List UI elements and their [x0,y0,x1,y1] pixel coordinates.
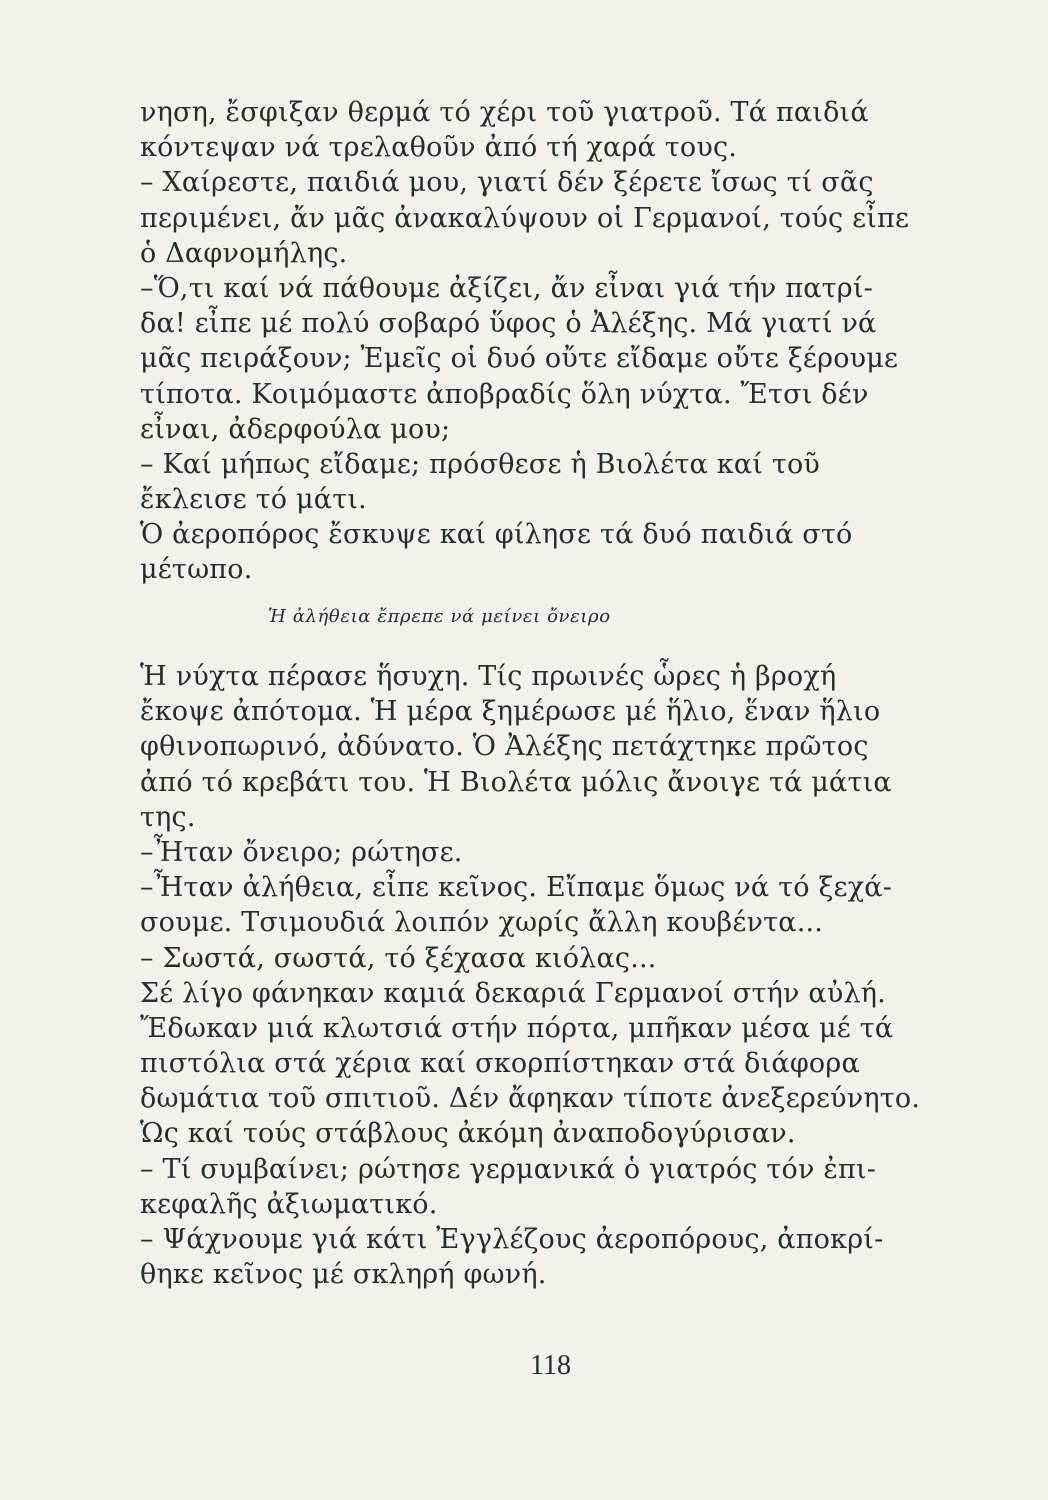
text-line: κόντεψαν νά τρελαθοῦν ἀπό τή χαρά τους. [140,132,738,164]
text-line: εἶναι, ἀδερφούλα μου; [140,413,451,445]
text-line: ἔκοψε ἀπότομα. Ἡ μέρα ξημέρωσε μέ ἥλιο, ἕναν ἥλιο [140,696,881,728]
text-line: Ὡς καί τούς στάβλους ἀκόμη ἀναποδογύρισαν. [140,1118,796,1150]
text-line: ἀπό τό κρεβάτι του. Ἡ Βιολέτα μόλις ἄνοιγε τά μάτια [140,766,892,798]
text-line: δωμάτια τοῦ σπιτιοῦ. Δέν ἄφηκαν τίποτε ἀνεξερεύνητο. [140,1083,921,1115]
text-line: –Ἦταν ἀλήθεια, εἶπε κεῖνος. Εἴπαμε ὅμως νά τό ξεχά- [140,872,893,904]
text-line: – Σωστά, σωστά, τό ξέχασα κιόλας... [140,942,657,974]
text-line: – Καί μήπως εἴδαμε; πρόσθεσε ἡ Βιολέτα καί τοῦ [140,448,821,480]
text-line: –Ἦταν ὄνειρο; ρώτησε. [140,836,463,868]
text-line: μᾶς πειράξουν; Ἐμεῖς οἱ δυό οὔτε εἴδαμε οὔτε ξέρουμε [140,343,899,375]
text-line: πιστόλια στά χέρια καί σκορπίστηκαν στά διάφορα [140,1048,860,1080]
text-line: τίποτα. Κοιμόμαστε ἀποβραδίς ὅλη νύχτα. Ἔτσι δέν [140,378,869,410]
text-line: νηση, ἔσφιξαν θερμά τό χέρι τοῦ γιατροῦ. Τά παιδιά [140,97,869,128]
section-heading: Ἡ ἀλήθεια ἔπρεπε νά μείνει ὄνειρο [268,606,611,627]
text-block-bottom [140,659,960,1292]
text-line: Ἔδωκαν μιά κλωτσιά στήν πόρτα, μπῆκαν μέσα μέ τά [140,1012,894,1044]
text-line: Σέ λίγο φάνηκαν καμιά δεκαριά Γερμανοί στήν αὐλή. [140,977,886,1009]
text-line: Ἡ νύχτα πέρασε ἥσυχη. Τίς πρωινές ὧρες ἡ βροχή [140,661,837,692]
text-line: Ὁ ἀεροπόρος ἔσκυψε καί φίλησε τά δυό παιδιά στό [140,519,853,551]
text-line: ἔκλεισε τό μάτι. [140,484,367,516]
text-line: θηκε κεῖνος μέ σκληρή φωνή. [140,1259,547,1291]
text-line: σουμε. Τσιμουδιά λοιπόν χωρίς ἄλλη κουβέντα... [140,907,824,939]
text-line: φθινοπωρινό, ἀδύνατο. Ὁ Ἀλέξης πετάχτηκε πρῶτος [140,731,869,763]
text-line: περιμένει, ἄν μᾶς ἀνακαλύψουν οἱ Γερμανοί, τούς εἶπε [140,202,910,234]
text-line: μέτωπο. [140,554,253,586]
text-line: δα! εἶπε μέ πολύ σοβαρό ὕφος ὁ Ἀλέξης. Μά γιατί νά [140,308,877,340]
text-line: της. [140,801,196,833]
page-number: 118 [530,1350,571,1381]
text-block-top [140,95,960,588]
text-line: ὁ Δαφνομήλης. [140,237,348,269]
text-line: κεφαλῆς ἀξιωματικό. [140,1188,438,1220]
text-line: – Ψάχνουμε γιά κάτι Ἐγγλέζους ἀεροπόρους, ἀποκρί- [140,1224,884,1255]
text-line: – Χαίρεστε, παιδιά μου, γιατί δέν ξέρετε ἴσως τί σᾶς [140,167,874,199]
text-line: – Τί συμβαίνει; ρώτησε γερμανικά ὁ γιατρός τόν ἐπι- [140,1153,877,1185]
text-line: –Ὅ,τι καί νά πάθουμε ἀξίζει, ἄν εἶναι γιά τήν πατρί- [140,272,873,304]
